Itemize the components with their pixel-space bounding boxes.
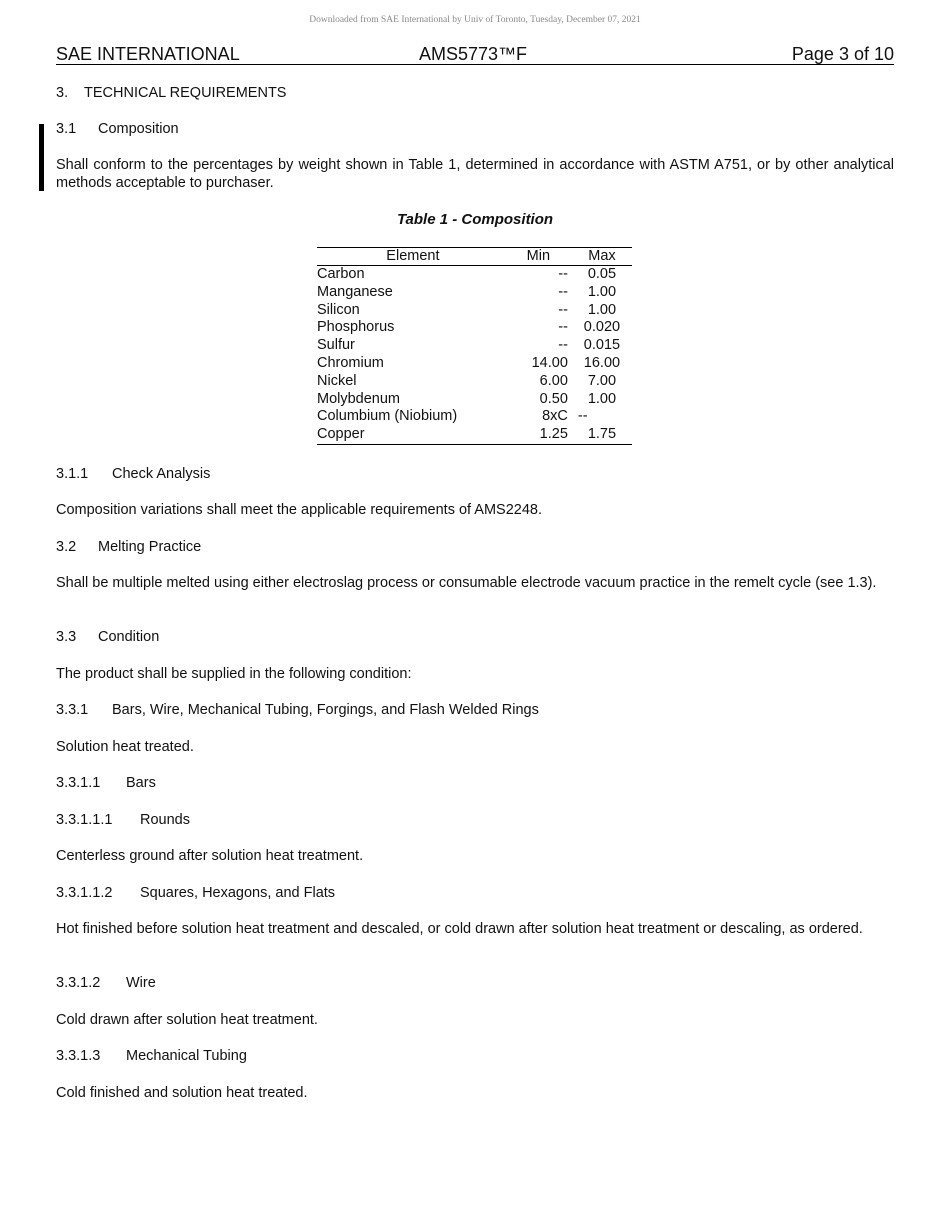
header-organization: SAE INTERNATIONAL	[56, 44, 240, 64]
max-cell: 0.020	[583, 319, 621, 336]
section-title: TECHNICAL REQUIREMENTS	[84, 85, 287, 101]
section-3-3-1-1-1-body: Centerless ground after solution heat treatment.	[56, 848, 364, 864]
table-row	[317, 355, 632, 373]
section-title: Bars	[126, 775, 156, 791]
header-document-id: AMS5773™F	[419, 44, 528, 64]
section-3-3-1-1-2-body: Hot finished before solution heat treatment and descaled, or cold drawn after solution heat treatment or descaling, as ordered.	[56, 921, 863, 937]
section-title: Melting Practice	[98, 539, 202, 555]
section-number: 3.1	[56, 121, 77, 137]
table-row	[317, 319, 632, 337]
table-row	[317, 337, 632, 355]
element-cell: Nickel	[317, 372, 357, 389]
section-title: Bars, Wire, Mechanical Tubing, Forgings, and Flash Welded Rings	[112, 702, 539, 718]
element-cell: Phosphorus	[317, 319, 395, 336]
table-row	[317, 391, 632, 409]
column-header-element: Element	[386, 248, 440, 264]
section-number: 3.3.1.1.1	[56, 812, 113, 828]
section-number: 3.2	[56, 539, 77, 555]
table-row	[317, 284, 632, 302]
download-watermark: Downloaded from SAE International by Univ of Toronto, Tuesday, December 07, 2021	[309, 15, 641, 25]
section-number: 3.3.1	[56, 702, 89, 718]
min-cell: 0.50	[539, 390, 568, 407]
table-row	[317, 408, 632, 426]
section-number: 3.3.1.1	[56, 775, 101, 791]
section-number: 3.3	[56, 629, 77, 645]
table-row	[317, 266, 632, 284]
section-title: Composition	[98, 121, 179, 137]
section-3-3-1-1-heading	[56, 774, 156, 792]
column-header-max: Max	[588, 248, 616, 264]
max-cell: 1.00	[587, 283, 617, 300]
max-cell: 16.00	[583, 354, 621, 371]
element-cell: Copper	[317, 426, 365, 443]
table-1-title: Table 1 - Composition	[396, 211, 554, 228]
max-cell: 1.00	[587, 390, 617, 407]
min-cell: 6.00	[539, 372, 568, 389]
min-cell: --	[558, 337, 568, 354]
section-number: 3.3.1.1.2	[56, 885, 113, 901]
section-number: 3.1.1	[56, 466, 89, 482]
section-3-3-body: The product shall be supplied in the following condition:	[56, 666, 412, 682]
section-3-heading	[56, 84, 286, 102]
section-3-1-body: Shall conform to the percentages by weight shown in Table 1, determined in accordance with ASTM A751, or by other analytical methods acceptable to purchaser.	[56, 157, 894, 191]
min-cell: 14.00	[531, 354, 568, 371]
section-3-1-1-body: Composition variations shall meet the applicable requirements of AMS2248.	[56, 502, 543, 518]
section-title: Rounds	[140, 812, 190, 828]
header-rule	[56, 64, 894, 65]
section-3-3-1-2-body: Cold drawn after solution heat treatment.	[56, 1012, 318, 1028]
section-3-3-1-3-heading	[56, 1047, 247, 1065]
min-cell: --	[558, 266, 568, 282]
max-cell: 0.05	[587, 266, 617, 282]
table-row	[317, 426, 632, 444]
min-cell: 8xC	[542, 408, 568, 425]
element-cell: Molybdenum	[317, 390, 401, 407]
min-cell: 1.25	[539, 426, 568, 443]
element-cell: Manganese	[317, 283, 393, 300]
section-number: 3.	[56, 85, 69, 101]
section-title: Mechanical Tubing	[126, 1048, 247, 1064]
max-cell: 1.75	[587, 426, 617, 443]
min-cell: --	[558, 283, 568, 300]
section-3-3-heading	[56, 628, 159, 646]
section-3-2-body: Shall be multiple melted using either electroslag process or consumable electrode vacuum practice in the remelt cycle (see 1.3).	[56, 575, 877, 591]
section-number: 3.3.1.3	[56, 1048, 101, 1064]
revision-change-bar	[39, 124, 44, 191]
min-cell: --	[558, 319, 568, 336]
section-3-3-1-heading	[56, 701, 539, 719]
element-cell: Chromium	[317, 354, 384, 371]
composition-table	[317, 247, 632, 445]
min-cell: --	[558, 301, 568, 318]
section-3-3-1-1-2-heading	[56, 884, 335, 902]
section-3-3-1-2-heading	[56, 974, 156, 992]
table-header-row	[317, 248, 632, 266]
section-3-3-1-3-body: Cold finished and solution heat treated.	[56, 1085, 308, 1101]
section-number: 3.3.1.2	[56, 975, 101, 991]
section-title: Condition	[98, 629, 160, 645]
section-3-2-heading	[56, 538, 201, 556]
table-row	[317, 373, 632, 391]
section-title: Squares, Hexagons, and Flats	[140, 885, 336, 901]
section-title: Check Analysis	[112, 466, 211, 482]
header-page-number: Page 3 of 10	[791, 44, 894, 64]
section-title: Wire	[126, 975, 156, 991]
max-cell: 1.00	[587, 301, 617, 318]
element-cell: Silicon	[317, 301, 360, 318]
column-header-min: Min	[526, 248, 551, 264]
section-3-3-1-1-1-heading	[56, 811, 190, 829]
max-cell: --	[577, 408, 588, 425]
element-cell: Carbon	[317, 266, 365, 282]
max-cell: 0.015	[583, 337, 621, 354]
table-row	[317, 302, 632, 320]
section-3-1-1-heading	[56, 465, 210, 483]
section-3-1-heading	[56, 120, 179, 138]
max-cell: 7.00	[587, 372, 617, 389]
element-cell: Sulfur	[317, 337, 355, 354]
section-3-3-1-body: Solution heat treated.	[56, 739, 194, 755]
element-cell: Columbium (Niobium)	[317, 408, 458, 425]
